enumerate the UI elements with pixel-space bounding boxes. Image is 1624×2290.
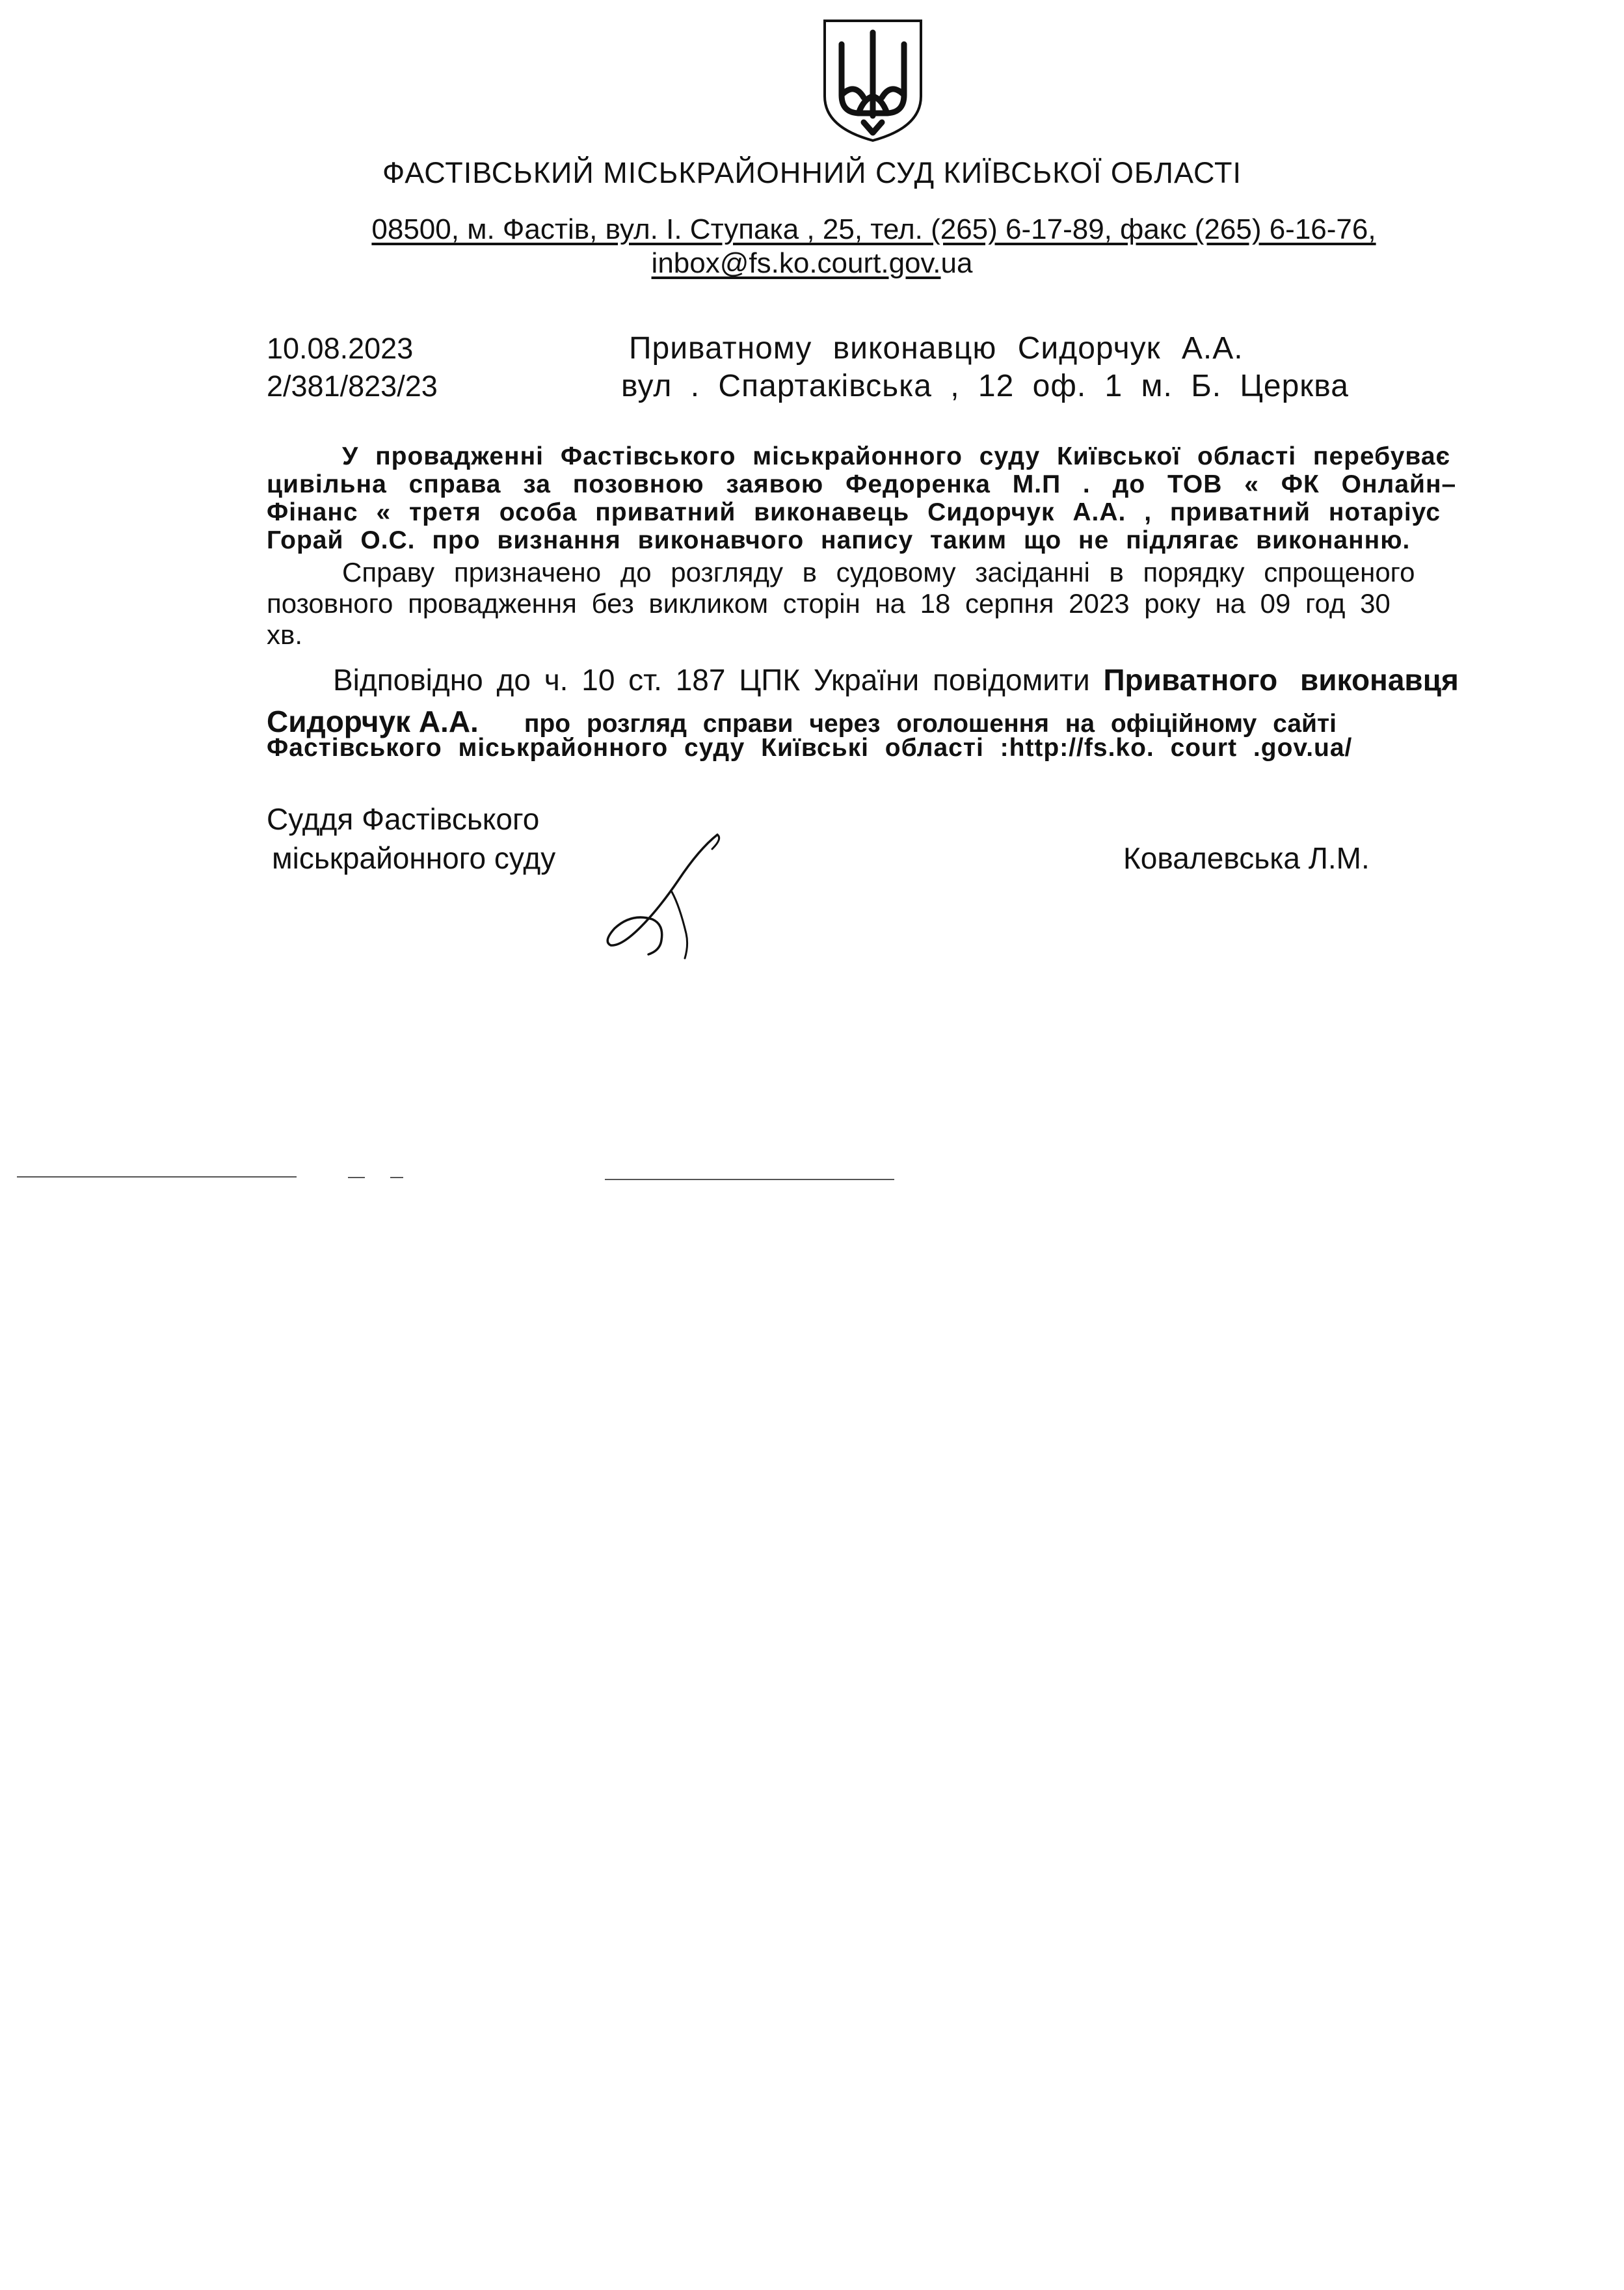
addressee-address: вул . Спартаківська , 12 оф. 1 м. Б. Церква <box>621 369 1349 403</box>
paragraph-3-regular-text: Відповідно до ч. 10 ст. 187 ЦПК України повідомити <box>333 663 1090 697</box>
judge-title-line-1: Суддя Фастівського <box>267 802 540 836</box>
court-email-link[interactable]: inbox@fs.ko.court.gov. <box>651 247 941 279</box>
addressee-name: Приватному виконавцю Сидорчук А.А. <box>629 331 1244 366</box>
judge-name: Ковалевська Л.М. <box>1123 841 1370 875</box>
scan-artifact-line <box>348 1177 365 1178</box>
court-name: ФАСТІВСЬКИЙ МІСЬКРАЙОННИЙ СУД КИЇВСЬКОЇ ОБЛАСТІ <box>382 156 1242 189</box>
scan-artifact-line <box>605 1179 894 1180</box>
scan-artifact-line <box>17 1176 297 1178</box>
paragraph-1-line-3: Фінанс « третя особа приватний виконавець Сидорчук А.А. , приватний нотаріус <box>267 498 1441 526</box>
paragraph-2-line-2: позовного провадження без викликом сторін на 18 серпня 2023 року на 09 год 30 <box>267 588 1391 619</box>
paragraph-3-bold-name: Сидорчук А.А. <box>267 705 479 738</box>
paragraph-1-line-1: У провадженні Фастівського міськрайонного суду Київської області перебуває <box>342 442 1451 470</box>
court-address: 08500, м. Фастів, вул. І. Ступака , 25, тел. (265) 6-17-89, факс (265) 6-16-76, <box>371 213 1376 245</box>
coat-of-arms-trident-icon <box>821 18 925 143</box>
paragraph-2-line-1: Справу призначено до розгляду в судовому засіданні в порядку спрощеного <box>342 557 1415 587</box>
scan-artifact-line <box>390 1177 403 1178</box>
letter-date: 10.08.2023 <box>267 332 414 365</box>
paragraph-3-line-2-rest: про розгляд справи через оголошення на офіційному сайті <box>524 710 1337 738</box>
handwritten-signature-icon <box>602 829 725 963</box>
court-email[interactable] <box>0 247 1624 280</box>
paragraph-3-line-1 <box>333 662 1459 697</box>
judge-title-line-2: міськрайонного суду <box>272 841 556 875</box>
paragraph-3-bold-text: Приватного виконавця <box>1103 663 1459 697</box>
paragraph-1-line-2: цивільна справа за позовною заявою Федоренка М.П . до ТОВ « ФК Онлайн– <box>267 470 1457 498</box>
reference-number: 2/381/823/23 <box>267 370 438 403</box>
paragraph-2-line-3: хв. <box>267 619 302 650</box>
paragraph-3-line-3: Фастівського міськрайонного суду Київські області :http://fs.ko. court .gov.ua/ <box>267 734 1353 762</box>
court-email-suffix: ua <box>940 247 973 279</box>
paragraph-1-line-4: Горай О.С. про визнання виконавчого напису таким що не підлягає виконанню. <box>267 526 1411 554</box>
